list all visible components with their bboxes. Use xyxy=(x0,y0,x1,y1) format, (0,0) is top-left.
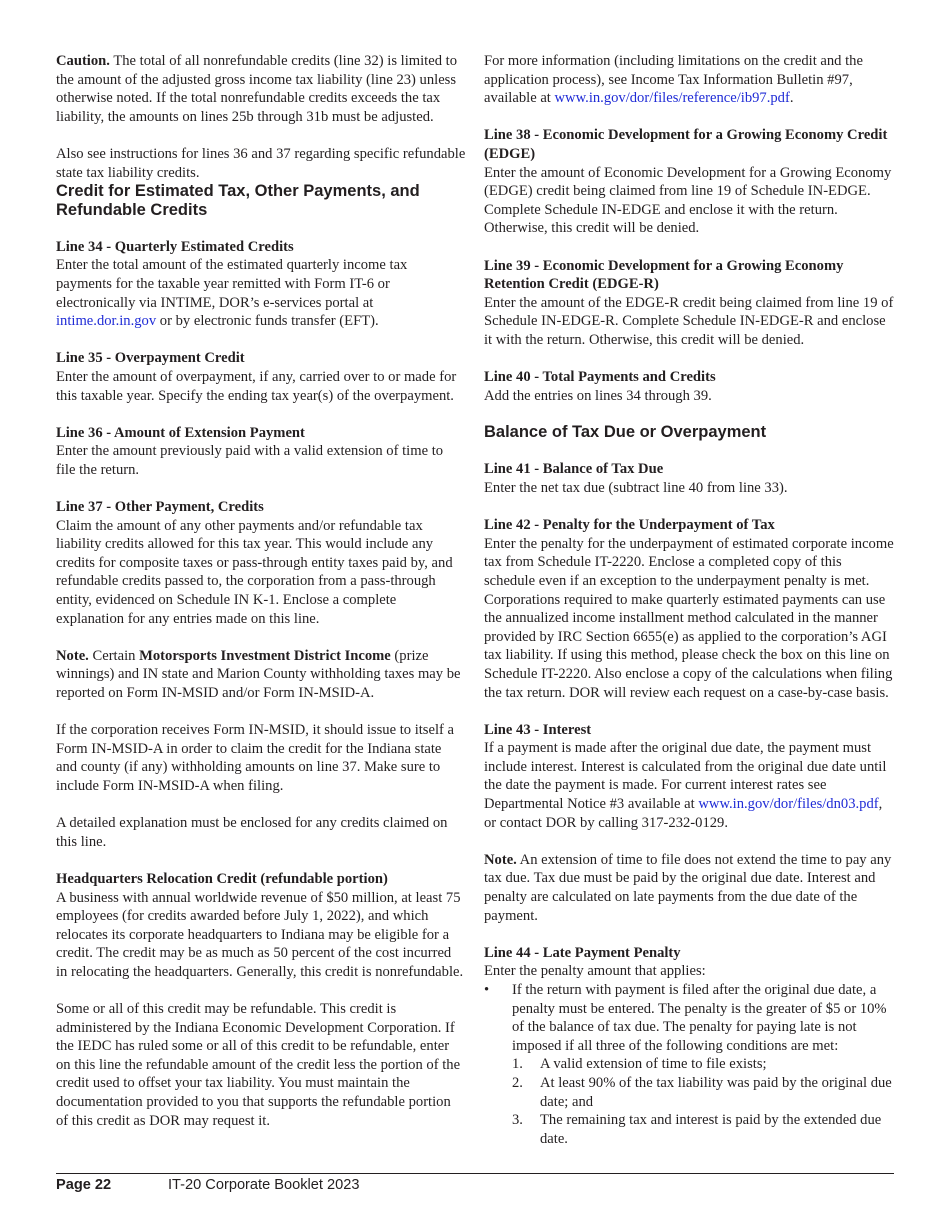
line35-title: Line 35 - Overpayment Credit xyxy=(56,350,245,367)
line38-title: Line 38 - Economic Development for a Growing Economy Credit (EDGE) xyxy=(484,127,888,162)
page-number: Page 22 xyxy=(56,1177,112,1193)
list-item: • If the return with payment is filed after the original due date, a penalty must be entered. The penalty is the greater of $5 or 10% of the balance of tax due. The penalty for paying late is not imposed if all three of the following conditions are met: 1. A valid extension of time to file exists; 2. At least 90% of the tax liability was paid by the original due date; and 3. The remaining tax and interest is paid by the extended due date. xyxy=(484,981,896,1148)
line37-title: Line 37 - Other Payment, Credits xyxy=(56,499,264,516)
extension-note: Note. An extension of time to file does not extend the time to pay any tax due. Tax due must be paid by the original due date. Interest and penalty are calculated on late payments from the due date of the payment. xyxy=(484,851,892,924)
line43-text: If a payment is made after the original due date, the payment must include interest. Interest is calculated from the original due date until the date the payment is made. For current interest rates see Departmental Notice #3 available at www.in.gov/dor/files/dn03.pdf, or contact DOR by calling 317-232-0129. xyxy=(484,740,887,831)
detailed-explanation: A detailed explanation must be enclosed for any credits claimed on this line. xyxy=(56,815,448,850)
line44-title: Line 44 - Late Payment Penalty xyxy=(484,944,681,961)
line39-text: Enter the amount of the EDGE-R credit being claimed from line 19 of Schedule IN-EDGE-R. Complete Schedule IN-EDGE-R and enclose it with the return. Otherwise, this credit will be denied. xyxy=(484,294,894,348)
right-column xyxy=(484,52,896,1148)
ib97-link[interactable]: www.in.gov/dor/files/reference/ib97.pdf xyxy=(554,90,790,107)
info-paragraph: For more information (including limitations on the credit and the application process), see Income Tax Information Bulletin #97, available at www.in.gov/dor/files/reference/ib97.pdf. xyxy=(484,53,863,107)
hq-title: Headquarters Relocation Credit (refundable portion) xyxy=(56,870,388,887)
line38-text: Enter the amount of Economic Development for a Growing Economy (EDGE) credit being claimed from line 19 of Schedule IN-EDGE. Complete Schedule IN-EDGE and enclose it with the return. Otherwise, this credit will be denied. xyxy=(484,164,892,237)
left-column xyxy=(56,52,466,1130)
msid-note: Note. Certain Motorsports Investment District Income (prize winnings) and IN state and Marion County withholding taxes may be reported on Form IN-MSID and/or Form IN-MSID-A. xyxy=(56,647,461,701)
section-heading-credits: Credit for Estimated Tax, Other Payments, and Refundable Credits xyxy=(56,182,420,219)
line44-text: Enter the penalty amount that applies: xyxy=(484,963,706,980)
penalty-bullet-list xyxy=(484,981,896,1148)
list-item: 2. At least 90% of the tax liability was paid by the original due date; and xyxy=(512,1074,892,1110)
line42-text: Enter the penalty for the underpayment of estimated corporate income tax from Schedule IT-2220. Enclose a completed copy of this schedule even if an exception to the underpayment penalty is met. Corporations required to make quarterly estimated payments can use the annualized income installment method calculated in the manner provided by IRC Section 6655(e) as applied to the corporation’s AGI tax liability. If using this method, please check the box on this line on Schedule IT-2220. Also enclose a copy of the calculations when filing the tax return. DOR will review each request on a case-by-case basis. xyxy=(484,535,894,701)
also-see-paragraph: Also see instructions for lines 36 and 37 regarding specific refundable state tax liability credits. xyxy=(56,145,466,181)
line42-title: Line 42 - Penalty for the Underpayment of Tax xyxy=(484,517,775,534)
refundable-paragraph: Some or all of this credit may be refundable. This credit is administered by the Indiana Economic Development Corporation. If the IEDC has ruled some or all of this credit to be refundable, enter on this line the refundable amount of the credit less the portion of the credit used to offset your tax liability. You must maintain the documentation provided to you that supports the refundable portion of this credit as DOR may request it. xyxy=(56,1001,461,1129)
line36-text: Enter the amount previously paid with a valid extension of time to file the return. xyxy=(56,443,444,478)
line34-text: Enter the total amount of the estimated quarterly income tax payments for the taxable year remitted with Form IT-6 or electronically via INTIME, DOR’s e-services portal at intime.dor.in.gov or by electronic funds transfer (EFT). xyxy=(56,257,408,330)
caution-label: Caution. xyxy=(56,53,110,69)
line40-title: Line 40 - Total Payments and Credits xyxy=(484,369,716,386)
line35-text: Enter the amount of overpayment, if any, carried over to or made for this taxable year. Specify the ending tax year(s) of the overpayment. xyxy=(56,368,457,404)
hq-text: A business with annual worldwide revenue of $50 million, at least 75 employees (for credits awarded before July 1, 2022), and which relocates its corporate headquarters to Indiana may be eligible for a credit. The credit may be as much as 50 percent of the cost incurred in relocating the headquarters. Generally, this credit is nonrefundable. xyxy=(56,889,464,980)
conditions-list xyxy=(512,1055,896,1148)
msid-paragraph: If the corporation receives Form IN-MSID, it should issue to itself a Form IN-MSID-A in order to claim the credit for the Indiana state and county (if any) withholding amounts on line 37. Make sure to include Form IN-MSID-A when filing. xyxy=(56,722,455,794)
line41-title: Line 41 - Balance of Tax Due xyxy=(484,461,664,478)
caution-text: The total of all nonrefundable credits (line 32) is limited to the amount of the adjusted gross income tax liability (line 23) unless otherwise noted. If the total nonrefundable credits exceeds the tax liability, the amounts on lines 25b through 31b must be adjusted. xyxy=(56,53,457,125)
section-heading-balance: Balance of Tax Due or Overpayment xyxy=(484,423,767,442)
dn03-link[interactable]: www.in.gov/dor/files/dn03.pdf xyxy=(698,796,879,813)
footer-divider xyxy=(56,1173,894,1174)
line43-title: Line 43 - Interest xyxy=(484,721,592,738)
bullet-icon: • xyxy=(484,982,490,998)
booklet-title: IT-20 Corporate Booklet 2023 xyxy=(168,1177,360,1193)
intime-link[interactable]: intime.dor.in.gov xyxy=(56,313,157,330)
line39-title: Line 39 - Economic Development for a Growing Economy Retention Credit (EDGE-R) xyxy=(484,257,844,293)
line34-title: Line 34 - Quarterly Estimated Credits xyxy=(56,238,294,255)
line40-text: Add the entries on lines 34 through 39. xyxy=(484,387,712,404)
line37-text: Claim the amount of any other payments and/or refundable tax liability credits allowed for this tax year. This would include any credits for composite taxes or pass-through entity taxes paid by, and refundable credits passed to, the corporation from a pass-through entity, evidenced on Schedule IN K-1. Enclose a complete explanation for any entries made on this line. xyxy=(56,517,453,627)
caution-paragraph xyxy=(56,52,466,126)
list-item: 3. The remaining tax and interest is paid by the extended due date. xyxy=(512,1112,882,1147)
line36-title: Line 36 - Amount of Extension Payment xyxy=(56,424,305,441)
list-item: 1. A valid extension of time to file exists; xyxy=(512,1056,767,1073)
line41-text: Enter the net tax due (subtract line 40 from line 33). xyxy=(484,479,788,496)
